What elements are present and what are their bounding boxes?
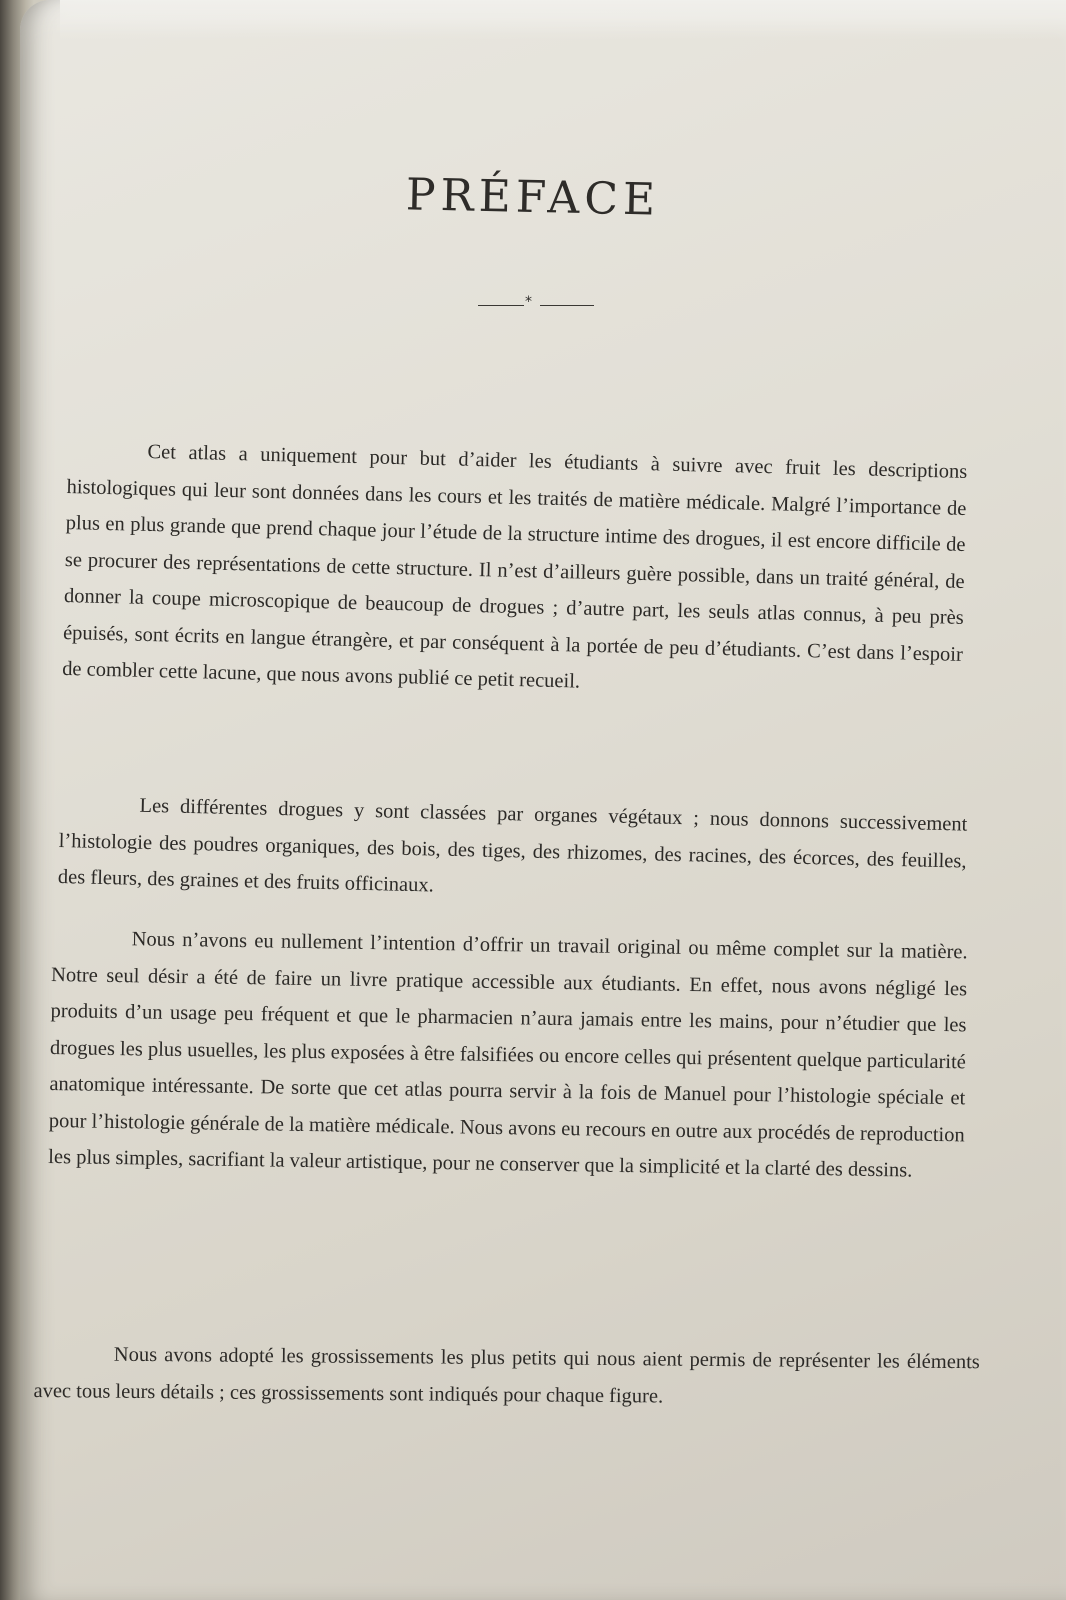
paragraph-4: Nous avons adopté les grossissements les plus petits qui nous aient permis de représenter les éléments avec tous leurs détails ; ces grossissements sont indiqués pour chaque figure. — [33, 1343, 980, 1407]
paragraph-1: Cet atlas a uniquement pour but d’aider les étudiants à suivre avec fruit les descriptions histologiques qui leur sont données dans les cours et les traités de matière médicale. Malgré l’importance de plus en plus grande que prend chaque jour l’étude de la structure intime des drogues, il est encore difficile de se procurer des représentations de cette structure. Il n’est d’ailleurs guère possible, dans un traité général, de donner la coupe microscopique de beaucoup de drogues ; d’autre part, les seuls atlas connus, à peu près épuisés, sont écrits en langue étrangère, et par conséquent à la portée de peu d’étudiants. C’est dans l’espoir de combler cette lacune, que nous avons publié ce petit recueil. — [61, 440, 968, 693]
title-ornament — [478, 294, 594, 311]
ornament-rule-right — [540, 305, 594, 306]
ornament-star-icon: * — [525, 294, 532, 310]
ornament-rule-left — [478, 305, 524, 306]
page-top-highlight — [60, 0, 1066, 40]
paragraph-3: Nous n’avons eu nullement l’intention d’offrir un travail original ou même complet sur la matière. Notre seul désir a été de faire un livre pratique accessible aux étudiants. En effet, nous avons négligé les produits d’un usage peu fréquent et que le pharmacien n’aura jamais entre les mains, pour n’étudier que les drogues les plus usuelles, les plus exposées à être falsifiées ou encore celles qui présentent quelque particularité anatomique intéressante. De sorte que cet atlas pourra servir à la fois de Manuel pour l’histologie spéciale et pour l’histologie générale de la matière médicale. Nous avons eu recours en outre aux procédés de reproduction les plus simples, sacrifiant la valeur artistique, pour ne conserver que la simplicité et la clarté des dessins. — [48, 928, 968, 1182]
paragraph-2: Les différentes drogues y sont classées par organes végétaux ; nous donnons successivement l’histologie des poudres organiques, des bois, des tiges, des rhizomes, des racines, des écorces, des feuilles, des fleurs, des graines et des fruits officinaux. — [57, 794, 968, 897]
page-title: PRÉFACE — [405, 169, 661, 226]
